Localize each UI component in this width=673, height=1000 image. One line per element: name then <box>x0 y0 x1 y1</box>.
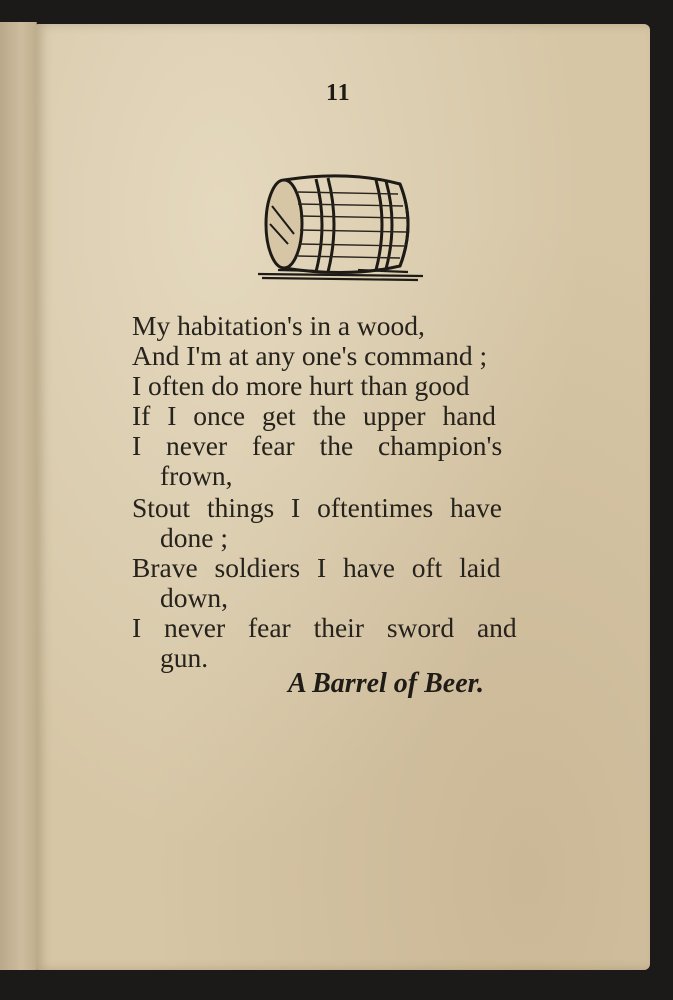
barrel-icon <box>258 174 423 282</box>
page-number: 11 <box>326 80 351 106</box>
poem-line: Stout things I oftentimes have <box>132 492 502 523</box>
poem-line: I never fear their sword and <box>132 612 517 643</box>
poem-line: Brave soldiers I have oft laid <box>132 552 501 583</box>
facing-page-edge <box>0 22 37 970</box>
poem-line: gun. <box>160 642 209 673</box>
book-page <box>36 24 650 970</box>
poem-line: done ; <box>160 522 228 553</box>
poem-line: frown, <box>160 460 233 491</box>
poem-line: My habitation's in a wood, <box>132 310 425 341</box>
poem-line: I often do more hurt than good <box>132 370 470 401</box>
riddle-answer: A Barrel of Beer. <box>288 668 485 699</box>
poem-line: If I once get the upper hand <box>132 400 496 431</box>
poem-line: down, <box>160 582 228 613</box>
poem-line: And I'm at any one's command ; <box>132 340 488 371</box>
poem-line: I never fear the champion's <box>132 430 503 461</box>
